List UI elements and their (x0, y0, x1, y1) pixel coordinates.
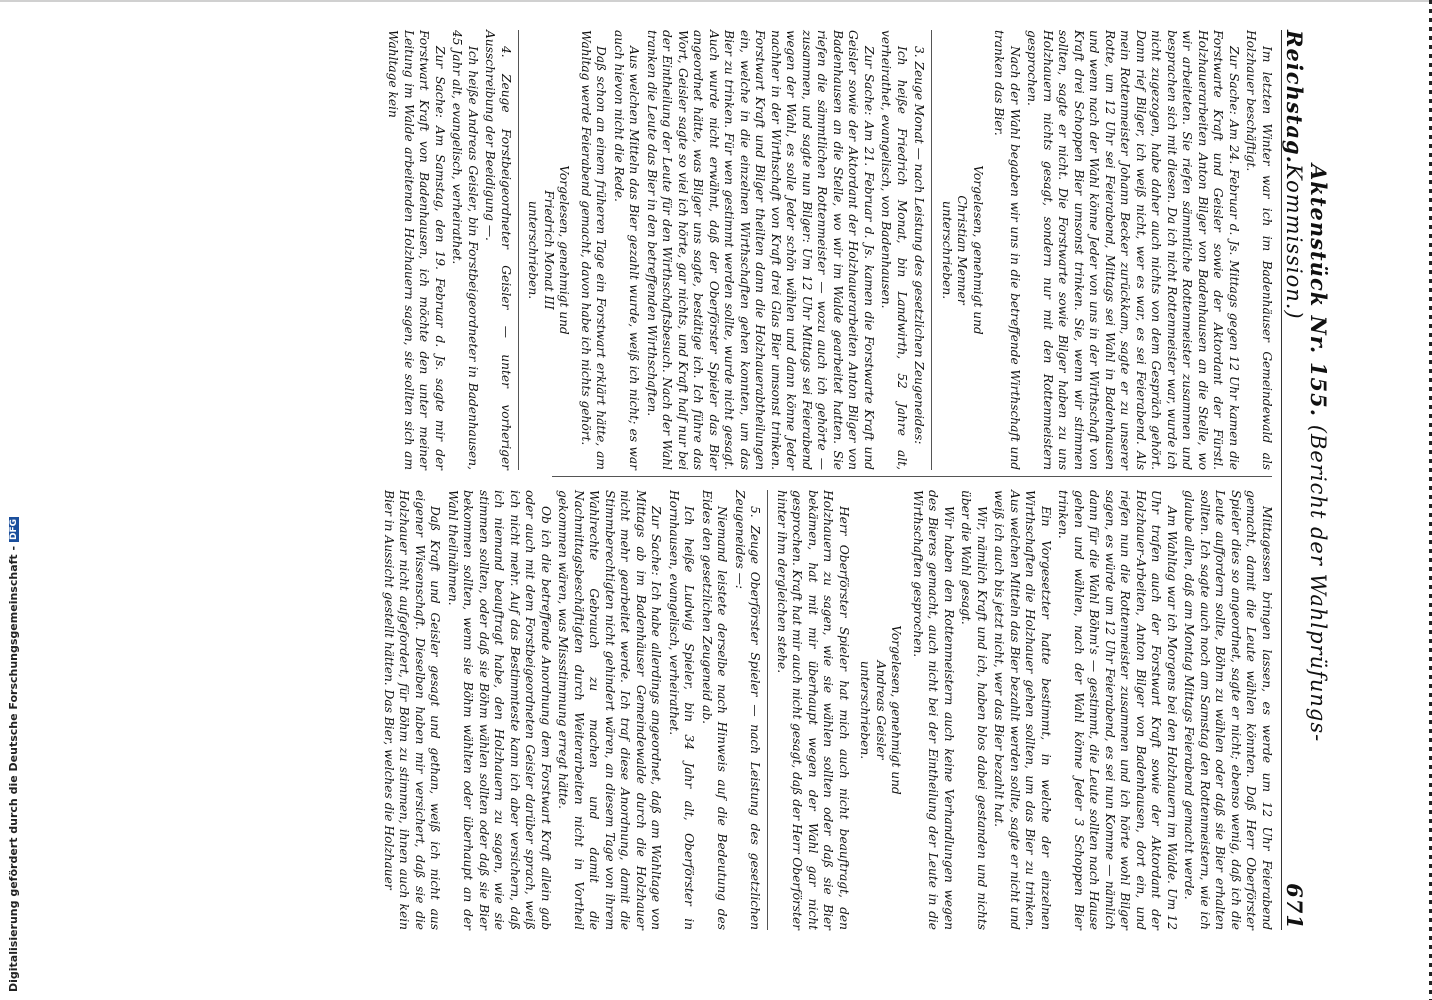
column-divider (552, 476, 1272, 477)
section-rule (932, 30, 933, 470)
signature-line: Vorgelesen, genehmigt und (971, 165, 985, 335)
paragraph: Wir, nämlich Kraft und ich, haben blos dabei gestanden und nichts über die Wahl gesagt. (959, 490, 989, 930)
signature-block (857, 490, 904, 930)
left-column (383, 30, 1274, 470)
header-subtitle: (Bericht der Wahlprüfungs-Kommission.) (1282, 163, 1330, 743)
header-title-group (1282, 164, 1331, 883)
signature-name: Christian Menner (955, 195, 970, 305)
paragraph: Herr Oberförster Spieler hat mich auch nicht beauftragt, den Holzhauern zu sagen, wie sie wählen sollten oder daß sie Bier bekämen, hat mit mir überhaupt wegen der Wahl gar nicht gesprochen. Kraft hat mir auch nicht gesagt, daß der Herr Oberförster hinter ihm dergleichen stehe. (775, 490, 851, 930)
right-column (379, 490, 1275, 930)
paragraph: Wir haben den Rottenmeistern auch keine Verhandlungen wegen des Bieres gemacht, auch nicht bei der Eintheilung der Leute in die Wirthschaften gesprochen. (911, 490, 956, 930)
paragraph: Zur Sache: Am Samstag, den 19. Februar d. Js. sagte mir der Forstwart Kraft von Badenhausen, ich möchte den unter meiner Leitung im Walde arbeitenden Holzhauern sagen, sie sollten sich am Wahltage kein (386, 30, 447, 470)
digitization-text: Digitalisierung gefördert durch die Deutsche Forschungsgemeinschaft - (7, 545, 20, 992)
paragraph: Ich heiße Andreas Geisler, bin Forstbeigeordneter in Badenhausen, 45 Jahr alt, evangelisch, verheirathet. (450, 30, 480, 470)
page-number: 671 (1282, 883, 1307, 930)
paragraph: Ich heiße Friedrich Monat, bin Landwirth, 52 Jahre alt, verheirathet, evangelisch, von Badenhausen. (879, 30, 909, 470)
signature-line: unterschrieben. (858, 660, 873, 760)
section-rule (768, 490, 769, 930)
dfg-logo-icon: DFG (9, 518, 19, 540)
signature-block (525, 30, 572, 470)
header-reichstag: Reichstag. (1282, 30, 1307, 164)
paragraph: Daß schon an einem früheren Tage ein Forstwart erklärt hätte, am Wahltag werde Feierabend gemacht, davon habe ich nichts gehört. (579, 30, 609, 470)
paragraph: Mittagessen bringen lassen, es werde um 12 Uhr Feierabend gemacht, damit die Leute wählen könnten. Daß Herr Oberförster Spieler dies so angeordnet, sagte er nicht; ebenso wenig, daß ich die Leute auffordern sollte, Böhm zu wählen oder daß sie Bier erhalten sollten. Ich sagte auch noch am Samstag den Rottenmeistern, wie ich glaube allen, daß am Montag Mittags Feierabend gemacht werde. (1182, 490, 1274, 930)
paragraph: Im letzten Winter war ich im Badenhäuser Gemeindewald als Holzhauer beschäftigt. (1244, 30, 1274, 470)
section-rule (518, 30, 519, 470)
witness-heading: 5. Zeuge Oberförster Spieler — nach Leistung des gesetzlichen Zeugeneides —: (733, 490, 763, 930)
signature-block (939, 30, 986, 470)
paragraph: Ich heiße Ludwig Spieler, bin 34 Jahr alt, Oberförster in Hornhausen, evangelisch, verheirathet. (667, 490, 697, 930)
witness-heading: 3. Zeuge Monat — nach Leistung des gesetzlichen Zeugeneides: (912, 46, 927, 445)
paragraph: Ob ich die betreffende Anordnung dem Forstwart Kraft allein gab oder auch mit dem Forstbeigeordneten Geisler darüber sprach, weiß ich nicht mehr. Auf das Bestimmteste kann ich aber versichern, daß ich niemand beauftragt habe, den Holzhauern zu sagen, wie sie stimmen sollten, oder daß sie Böhm wählen sollten oder daß sie Bier bekommen sollten, wenn sie Böhm wählten oder überhaupt an der Wahl theilnähmen. (446, 490, 553, 930)
paragraph: Zur Sache: Am 21. Februar d. Js. kamen die Forstwarte Kraft und Geisler sowie der Aktordant der Holzhauerarbeiten Anton Bilger von Badenhausen an die Stelle, wo wir im Walde gearbeitet hatten. Sie riefen die sämmtlichen Rottenmeister — wozu auch ich gehörte — zusammen, und sagte nun Bilger: Um 12 Uhr Mittags sei Feierabend wegen der Wahl, es solle Jeder schön wählen und dann könne Jeder nachher in der Wirthschaft von Kraft drei Glas Bier umsonst trinken. Forstwart Kraft und Bilger theilten dann die Holzhauerabtheilungen ein, welche in die einzelnen Wirthschaften gehen konnten, um das Bier zu trinken. Für wen gestimmt werden sollte, wurde nicht gesagt. Auch wurde nicht erwähnt, daß der Oberförster Spieler das Bier angeordnet hätte, was Bilger uns sagte, bestätige ich. Ich führe das Wort, Geisler sagte so viel ich hörte, gar nichts, und Kraft half nur bei der Eintheilung der Leute für den Wirthschaftsbesuch. Nach der Wahl tranken die Leute das Bier in den betreffenden Wirthschaften. (645, 30, 876, 470)
signature-name: Friedrich Monat III (542, 190, 556, 310)
signature-line: Vorgelesen, genehmigt und (557, 165, 572, 335)
paragraph: Am Wahltag war ich Morgens bei den Holzhauern im Walde. Um 12 Uhr trafen auch der Forstwart Kraft sowie der Aktordant der Holzhauer-Arbeiten, Anton Bilger von Badenhausen, dort ein, und riefen nun die Rottenmeister zusammen und ich hörte wohl Bilger sagen, es würde um 12 Uhr Feierabend, es sei nun Komme — nämlich dann für die Wahl Böhm's — gestimmt, die Leute sollten nach Hause gehen und wählen, nach der Wahl könne Jeder 3 Schoppen Bier trinken. (1056, 490, 1179, 930)
paragraph: Ein Vorgesetzter hatte bestimmt, in welche der einzelnen Wirthschaften die Holzhauer gehen sollten, um das Bier zu trinken. Aus welchen Mitteln das Bier bezahlt werden sollte, sagte er nicht und weiß ich auch bis jetzt nicht, wer das Bier bezahlt hat. (992, 490, 1053, 930)
signature-name: Andreas Geisler (874, 660, 888, 760)
paragraph: Aus welchen Mitteln das Bier gezahlt wurde, weiß ich nicht; es war auch hievon nicht die Rede. (612, 30, 642, 470)
paragraph: Zur Sache: Ich habe allerdings angeordnet, daß am Wahltage von Mittags ab im Badenhäuser Gemeindewalde durch die Holzhauer nicht mehr gearbeitet werde. Ich traf diese Anordnung, damit die Stimmberechtigten nicht gehindert wären, an diesem Tage von ihrem Wahlrechte Gebrauch zu machen und damit die Nachmittagsbeschäftigten durch Weiterarbeiten nicht in Vortheil gekommen wären, was Missstimmung erregt hätte. (556, 490, 664, 930)
paragraph: Niemand leistete derselbe nach Hinweis auf die Bedeutung des Eides den gesetzlichen Zeugeneid ab. (700, 490, 730, 930)
paragraph: Daß Kraft und Geisler gesagt und gethan, weiß ich nicht aus eigener Wissenschaft. Dieselben haben mir versichert, daß sie die Holzhauer nicht aufgefordert, für Böhm zu stimmen, ihnen auch kein Bier in Aussicht gestellt hätten. Das Bier, welches die Holzhauer (382, 490, 443, 930)
paragraph: Zur Sache: Am 24. Februar d. Js. Mittags gegen 12 Uhr kamen die Forstwarte Kraft und Geisler sowie der Aktordant der Fürstl. Holzhauerarbeiten Anton Bilger von Badenhausen an die Stelle, wo wir arbeiteten. Sie riefen sämmtliche Rottenmeister zusammen und besprachen sich mit diesen. Da ich nicht Rottenmeister war, wurde ich nicht zugezogen, habe daher auch nichts von dem Gespräch gehört. Dann rief Bilger, ich weiß nicht, wer es war, es sei Feierabend. Als mein Rottenmeister Johann Becker zurückkam, sagte er zu unserer Rotte, um 12 Uhr sei Feierabend, Mittags sei Wahl in Badenhausen und wenn nach der Wahl könne Jeder von uns in der Wirthschaft von Kraft drei Schoppen Bier umsonst trinken. Sie, wenn wir stimmen sollten, sagte er nicht. Die Forstwarte sowie Bilger haben zu uns Holzhauern nichts gesagt, sondern nur mit den Rottenmeistern gesprochen. (1025, 30, 1241, 470)
header-document-number: 155. (1306, 361, 1331, 418)
header-title: Aktenstück Nr. (1306, 163, 1331, 355)
paragraph: Nach der Wahl begaben wir uns in die betreffende Wirthschaft und tranken das Bier. (992, 30, 1022, 470)
signature-line: unterschrieben. (526, 200, 541, 300)
page-header (1281, 30, 1331, 930)
signature-line: unterschrieben. (940, 200, 954, 300)
signature-line: Vorgelesen, genehmigt und (889, 625, 904, 795)
witness-heading: 4. Zeuge Forstbeigeordneter Geisler — unter vorheriger Ausschreibung der Beeidigung —. (483, 30, 513, 470)
